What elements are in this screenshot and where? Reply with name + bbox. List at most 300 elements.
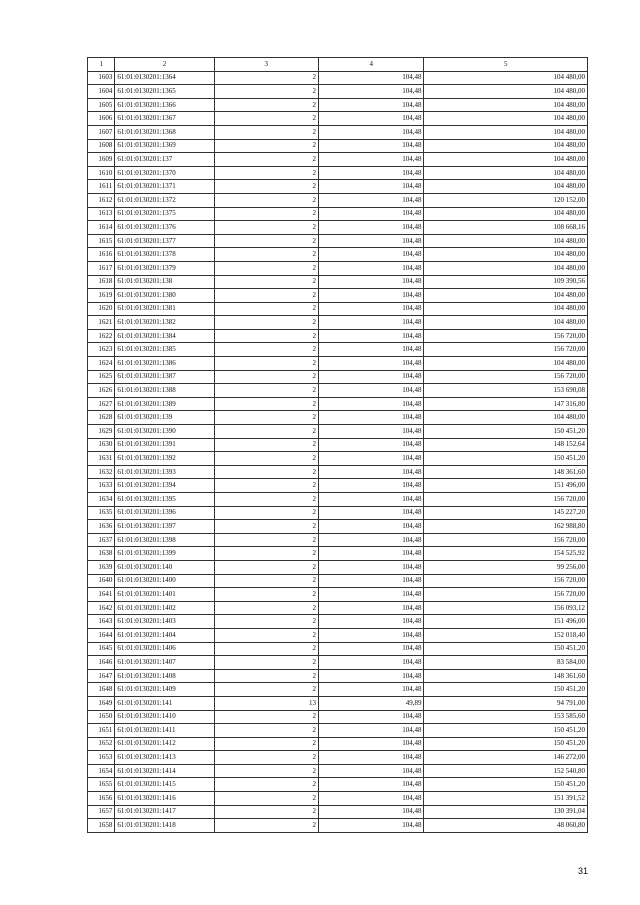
- cell-value-col3: 2: [214, 261, 318, 275]
- cell-value-col5: 156 720,00: [424, 370, 588, 384]
- cell-value-col3: 2: [214, 628, 318, 642]
- table-row: [88, 261, 588, 275]
- table-row: [88, 357, 588, 371]
- cell-value-col3: 2: [214, 411, 318, 425]
- cell-cadastral-number: 61:01:0130201:1368: [115, 125, 214, 139]
- table-row: [88, 425, 588, 439]
- cell-value-col3: 2: [214, 343, 318, 357]
- cell-value-col3: 2: [214, 751, 318, 765]
- cell-row-number: 1611: [88, 180, 115, 194]
- cell-cadastral-number: 61:01:0130201:1369: [115, 139, 214, 153]
- cell-cadastral-number: 61:01:0130201:1380: [115, 289, 214, 303]
- cell-value-col5: 156 720,00: [424, 533, 588, 547]
- table-row: [88, 289, 588, 303]
- cell-value-col4: 104,48: [318, 125, 423, 139]
- cell-cadastral-number: 61:01:0130201:1409: [115, 683, 214, 697]
- cell-row-number: 1658: [88, 819, 115, 833]
- cell-value-col5: 150 451,20: [424, 452, 588, 466]
- cell-value-col5: 120 152,00: [424, 193, 588, 207]
- table-row: [88, 125, 588, 139]
- cell-cadastral-number: 61:01:0130201:1379: [115, 261, 214, 275]
- cell-cadastral-number: 61:01:0130201:139: [115, 411, 214, 425]
- cell-value-col3: 2: [214, 805, 318, 819]
- cell-value-col3: 2: [214, 615, 318, 629]
- cell-cadastral-number: 61:01:0130201:1398: [115, 533, 214, 547]
- cell-value-col4: 104,48: [318, 180, 423, 194]
- cell-row-number: 1615: [88, 234, 115, 248]
- cell-value-col5: 151 496,00: [424, 615, 588, 629]
- cell-value-col4: 104,48: [318, 71, 423, 85]
- cell-cadastral-number: 61:01:0130201:1384: [115, 329, 214, 343]
- cell-cadastral-number: 61:01:0130201:1394: [115, 479, 214, 493]
- cell-value-col3: 2: [214, 438, 318, 452]
- cell-row-number: 1642: [88, 601, 115, 615]
- cell-cadastral-number: 61:01:0130201:1372: [115, 193, 214, 207]
- cell-value-col3: 2: [214, 425, 318, 439]
- cell-value-col4: 104,48: [318, 221, 423, 235]
- cell-value-col4: 104,48: [318, 642, 423, 656]
- table-row: [88, 343, 588, 357]
- cell-value-col4: 104,48: [318, 98, 423, 112]
- cell-value-col4: 104,48: [318, 520, 423, 534]
- cell-cadastral-number: 61:01:0130201:1395: [115, 493, 214, 507]
- cell-value-col5: 104 480,00: [424, 357, 588, 371]
- cell-cadastral-number: 61:01:0130201:1411: [115, 724, 214, 738]
- table-row: [88, 737, 588, 751]
- cell-row-number: 1637: [88, 533, 115, 547]
- cell-value-col3: 2: [214, 669, 318, 683]
- cell-row-number: 1635: [88, 506, 115, 520]
- cell-cadastral-number: 61:01:0130201:141: [115, 696, 214, 710]
- cell-row-number: 1655: [88, 778, 115, 792]
- cell-row-number: 1632: [88, 465, 115, 479]
- cell-value-col3: 2: [214, 221, 318, 235]
- cell-row-number: 1651: [88, 724, 115, 738]
- table-row: [88, 112, 588, 126]
- page-number: 31: [577, 866, 588, 876]
- cell-value-col3: 2: [214, 139, 318, 153]
- cell-value-col3: 2: [214, 533, 318, 547]
- cell-row-number: 1657: [88, 805, 115, 819]
- cell-value-col4: 104,48: [318, 683, 423, 697]
- cell-value-col5: 150 451,20: [424, 642, 588, 656]
- cell-value-col4: 104,48: [318, 261, 423, 275]
- cell-cadastral-number: 61:01:0130201:1387: [115, 370, 214, 384]
- cell-row-number: 1604: [88, 85, 115, 99]
- cell-value-col5: 152 540,80: [424, 764, 588, 778]
- table-row: [88, 180, 588, 194]
- cell-value-col3: 2: [214, 710, 318, 724]
- cell-row-number: 1610: [88, 166, 115, 180]
- cell-cadastral-number: 61:01:0130201:140: [115, 560, 214, 574]
- cell-cadastral-number: 61:01:0130201:1377: [115, 234, 214, 248]
- table-row: [88, 642, 588, 656]
- cell-value-col4: 104,48: [318, 139, 423, 153]
- cell-value-col3: 2: [214, 166, 318, 180]
- cell-value-col3: 2: [214, 397, 318, 411]
- cell-value-col5: 153 690,08: [424, 384, 588, 398]
- cell-value-col4: 104,48: [318, 506, 423, 520]
- cell-cadastral-number: 61:01:0130201:1382: [115, 316, 214, 330]
- cell-value-col5: 130 391,04: [424, 805, 588, 819]
- cell-value-col5: 83 584,00: [424, 656, 588, 670]
- cell-row-number: 1618: [88, 275, 115, 289]
- cell-cadastral-number: 61:01:0130201:1381: [115, 302, 214, 316]
- cell-row-number: 1607: [88, 125, 115, 139]
- table-row: [88, 479, 588, 493]
- cell-value-col3: 2: [214, 289, 318, 303]
- table-row: [88, 805, 588, 819]
- cell-value-col4: 104,48: [318, 370, 423, 384]
- table-row: [88, 601, 588, 615]
- cell-value-col5: 151 496,00: [424, 479, 588, 493]
- cell-row-number: 1619: [88, 289, 115, 303]
- cell-value-col4: 104,48: [318, 465, 423, 479]
- cell-value-col5: 150 451,20: [424, 683, 588, 697]
- cell-value-col5: 156 720,00: [424, 574, 588, 588]
- cell-value-col3: 2: [214, 778, 318, 792]
- cell-value-col3: 2: [214, 819, 318, 833]
- cell-value-col5: 154 525,92: [424, 547, 588, 561]
- cell-cadastral-number: 61:01:0130201:1391: [115, 438, 214, 452]
- cell-value-col3: 2: [214, 125, 318, 139]
- cell-row-number: 1653: [88, 751, 115, 765]
- cell-value-col4: 104,48: [318, 479, 423, 493]
- table-row: [88, 139, 588, 153]
- header-cell-4: 4: [318, 58, 423, 72]
- cell-value-col5: 104 480,00: [424, 98, 588, 112]
- cell-value-col4: 104,48: [318, 560, 423, 574]
- cell-cadastral-number: 61:01:0130201:1389: [115, 397, 214, 411]
- cell-cadastral-number: 61:01:0130201:1414: [115, 764, 214, 778]
- cell-value-col4: 104,48: [318, 628, 423, 642]
- cell-row-number: 1617: [88, 261, 115, 275]
- table-row: [88, 560, 588, 574]
- cell-value-col3: 2: [214, 316, 318, 330]
- cell-row-number: 1603: [88, 71, 115, 85]
- table-row: [88, 710, 588, 724]
- cell-value-col4: 104,48: [318, 248, 423, 262]
- table-row: [88, 221, 588, 235]
- cell-value-col3: 2: [214, 193, 318, 207]
- cell-value-col5: 151 391,52: [424, 792, 588, 806]
- cell-value-col5: 147 316,80: [424, 397, 588, 411]
- cell-value-col3: 2: [214, 71, 318, 85]
- cell-value-col5: 104 480,00: [424, 411, 588, 425]
- cell-value-col4: 104,48: [318, 737, 423, 751]
- cell-value-col5: 48 060,80: [424, 819, 588, 833]
- cell-value-col4: 104,48: [318, 778, 423, 792]
- cell-row-number: 1626: [88, 384, 115, 398]
- cell-value-col5: 104 480,00: [424, 234, 588, 248]
- cell-value-col5: 150 451,20: [424, 425, 588, 439]
- cell-value-col5: 94 791,00: [424, 696, 588, 710]
- cell-value-col3: 2: [214, 370, 318, 384]
- cell-value-col5: 148 152,64: [424, 438, 588, 452]
- cell-row-number: 1614: [88, 221, 115, 235]
- cell-value-col5: 104 480,00: [424, 85, 588, 99]
- table-row: [88, 683, 588, 697]
- cell-cadastral-number: 61:01:0130201:1392: [115, 452, 214, 466]
- cell-value-col4: 104,48: [318, 805, 423, 819]
- cell-value-col3: 2: [214, 98, 318, 112]
- cell-value-col4: 104,48: [318, 533, 423, 547]
- cell-value-col3: 2: [214, 465, 318, 479]
- cell-value-col5: 104 480,00: [424, 316, 588, 330]
- cell-value-col5: 104 480,00: [424, 125, 588, 139]
- cell-row-number: 1622: [88, 329, 115, 343]
- table-row: [88, 615, 588, 629]
- cell-value-col4: 104,48: [318, 85, 423, 99]
- cell-value-col3: 2: [214, 656, 318, 670]
- cell-row-number: 1643: [88, 615, 115, 629]
- table-row: [88, 547, 588, 561]
- cell-value-col3: 2: [214, 792, 318, 806]
- cell-cadastral-number: 61:01:0130201:1410: [115, 710, 214, 724]
- table-row: [88, 302, 588, 316]
- table-row: [88, 207, 588, 221]
- cell-value-col3: 2: [214, 180, 318, 194]
- cell-cadastral-number: 61:01:0130201:1412: [115, 737, 214, 751]
- cell-value-col3: 2: [214, 85, 318, 99]
- cell-cadastral-number: 61:01:0130201:138: [115, 275, 214, 289]
- cell-value-col3: 2: [214, 574, 318, 588]
- cell-value-col5: 104 480,00: [424, 71, 588, 85]
- cell-value-col3: 2: [214, 737, 318, 751]
- cell-value-col5: 156 720,00: [424, 588, 588, 602]
- cell-row-number: 1633: [88, 479, 115, 493]
- header-cell-3: 3: [214, 58, 318, 72]
- table-row: [88, 724, 588, 738]
- cell-cadastral-number: 61:01:0130201:1406: [115, 642, 214, 656]
- cell-row-number: 1623: [88, 343, 115, 357]
- table-row: [88, 329, 588, 343]
- cell-row-number: 1630: [88, 438, 115, 452]
- table-row: [88, 792, 588, 806]
- cell-cadastral-number: 61:01:0130201:1376: [115, 221, 214, 235]
- cell-cadastral-number: 61:01:0130201:1365: [115, 85, 214, 99]
- cell-cadastral-number: 61:01:0130201:1413: [115, 751, 214, 765]
- table-row: [88, 397, 588, 411]
- cell-cadastral-number: 61:01:0130201:1401: [115, 588, 214, 602]
- cell-value-col4: 104,48: [318, 357, 423, 371]
- table-row: [88, 656, 588, 670]
- table-row: [88, 764, 588, 778]
- cell-value-col4: 104,48: [318, 397, 423, 411]
- cell-value-col5: 153 585,60: [424, 710, 588, 724]
- table-header: [88, 58, 588, 72]
- cell-value-col3: 13: [214, 696, 318, 710]
- table-row: [88, 452, 588, 466]
- table-row: [88, 166, 588, 180]
- cell-value-col3: 2: [214, 547, 318, 561]
- cell-value-col4: 104,48: [318, 384, 423, 398]
- cell-row-number: 1606: [88, 112, 115, 126]
- cell-value-col5: 148 361,60: [424, 465, 588, 479]
- cell-value-col4: 104,48: [318, 588, 423, 602]
- cell-value-col5: 104 480,00: [424, 289, 588, 303]
- cell-value-col5: 162 988,80: [424, 520, 588, 534]
- cell-value-col4: 104,48: [318, 493, 423, 507]
- cell-row-number: 1644: [88, 628, 115, 642]
- cell-cadastral-number: 61:01:0130201:1386: [115, 357, 214, 371]
- cell-value-col4: 104,48: [318, 166, 423, 180]
- cell-row-number: 1641: [88, 588, 115, 602]
- cell-value-col5: 104 480,00: [424, 302, 588, 316]
- cell-row-number: 1652: [88, 737, 115, 751]
- cell-value-col4: 104,48: [318, 751, 423, 765]
- cell-cadastral-number: 61:01:0130201:1399: [115, 547, 214, 561]
- cell-value-col5: 99 256,00: [424, 560, 588, 574]
- cell-value-col3: 2: [214, 520, 318, 534]
- cell-value-col5: 104 480,00: [424, 153, 588, 167]
- table-row: [88, 153, 588, 167]
- cell-value-col3: 2: [214, 384, 318, 398]
- cell-value-col3: 2: [214, 683, 318, 697]
- cell-value-col4: 104,48: [318, 724, 423, 738]
- cell-cadastral-number: 61:01:0130201:1390: [115, 425, 214, 439]
- table-row: [88, 778, 588, 792]
- cell-value-col4: 104,48: [318, 153, 423, 167]
- cell-value-col4: 104,48: [318, 452, 423, 466]
- table-row: [88, 193, 588, 207]
- cell-value-col3: 2: [214, 479, 318, 493]
- table-row: [88, 384, 588, 398]
- table-row: [88, 669, 588, 683]
- cell-cadastral-number: 61:01:0130201:1418: [115, 819, 214, 833]
- cell-value-col3: 2: [214, 642, 318, 656]
- table-row: [88, 751, 588, 765]
- cell-value-col4: 104,48: [318, 438, 423, 452]
- cell-value-col3: 2: [214, 302, 318, 316]
- cell-cadastral-number: 61:01:0130201:1385: [115, 343, 214, 357]
- cell-value-col3: 2: [214, 764, 318, 778]
- cell-value-col4: 104,48: [318, 425, 423, 439]
- cell-row-number: 1629: [88, 425, 115, 439]
- cell-value-col3: 2: [214, 601, 318, 615]
- cell-value-col4: 104,48: [318, 819, 423, 833]
- cell-cadastral-number: 61:01:0130201:1378: [115, 248, 214, 262]
- cell-value-col4: 104,48: [318, 710, 423, 724]
- cell-cadastral-number: 61:01:0130201:1366: [115, 98, 214, 112]
- header-cell-5: 5: [424, 58, 588, 72]
- cell-value-col3: 2: [214, 234, 318, 248]
- cell-cadastral-number: 61:01:0130201:1371: [115, 180, 214, 194]
- cell-row-number: 1650: [88, 710, 115, 724]
- cell-value-col4: 104,48: [318, 275, 423, 289]
- table-row: [88, 574, 588, 588]
- table-row: [88, 275, 588, 289]
- cell-value-col4: 104,48: [318, 764, 423, 778]
- cell-value-col4: 104,48: [318, 547, 423, 561]
- cell-cadastral-number: 61:01:0130201:1370: [115, 166, 214, 180]
- cell-value-col5: 104 480,00: [424, 139, 588, 153]
- cell-value-col3: 2: [214, 724, 318, 738]
- cell-row-number: 1631: [88, 452, 115, 466]
- cell-cadastral-number: 61:01:0130201:1367: [115, 112, 214, 126]
- cell-value-col3: 2: [214, 207, 318, 221]
- cell-value-col5: 150 451,20: [424, 724, 588, 738]
- table-row: [88, 819, 588, 833]
- cell-row-number: 1648: [88, 683, 115, 697]
- cell-row-number: 1649: [88, 696, 115, 710]
- cell-value-col4: 104,48: [318, 207, 423, 221]
- table-row: [88, 533, 588, 547]
- cell-value-col5: 109 390,56: [424, 275, 588, 289]
- cell-row-number: 1620: [88, 302, 115, 316]
- cell-value-col3: 2: [214, 153, 318, 167]
- cell-value-col4: 49,89: [318, 696, 423, 710]
- cell-row-number: 1627: [88, 397, 115, 411]
- cell-value-col5: 150 451,20: [424, 737, 588, 751]
- cell-value-col5: 148 361,60: [424, 669, 588, 683]
- cell-cadastral-number: 61:01:0130201:1407: [115, 656, 214, 670]
- cell-cadastral-number: 61:01:0130201:1364: [115, 71, 214, 85]
- table-row: [88, 438, 588, 452]
- cell-value-col3: 2: [214, 493, 318, 507]
- cell-row-number: 1628: [88, 411, 115, 425]
- cell-value-col5: 104 480,00: [424, 166, 588, 180]
- table-row: [88, 411, 588, 425]
- cell-value-col3: 2: [214, 588, 318, 602]
- table-row: [88, 696, 588, 710]
- cell-value-col5: 146 272,00: [424, 751, 588, 765]
- cell-value-col5: 152 018,40: [424, 628, 588, 642]
- cell-cadastral-number: 61:01:0130201:1393: [115, 465, 214, 479]
- cell-value-col4: 104,48: [318, 574, 423, 588]
- cell-row-number: 1645: [88, 642, 115, 656]
- table-row: [88, 370, 588, 384]
- cell-value-col4: 104,48: [318, 411, 423, 425]
- table-row: [88, 493, 588, 507]
- cell-cadastral-number: 61:01:0130201:1402: [115, 601, 214, 615]
- cell-value-col4: 104,48: [318, 601, 423, 615]
- cell-row-number: 1625: [88, 370, 115, 384]
- cell-value-col3: 2: [214, 248, 318, 262]
- table-row: [88, 316, 588, 330]
- cell-row-number: 1624: [88, 357, 115, 371]
- cell-value-col4: 104,48: [318, 234, 423, 248]
- header-cell-1: 1: [88, 58, 115, 72]
- cell-value-col5: 104 480,00: [424, 261, 588, 275]
- header-row: [88, 58, 588, 72]
- cell-value-col5: 104 480,00: [424, 207, 588, 221]
- table-row: [88, 588, 588, 602]
- cell-value-col3: 2: [214, 275, 318, 289]
- cell-cadastral-number: 61:01:0130201:1408: [115, 669, 214, 683]
- cell-value-col5: 104 480,00: [424, 248, 588, 262]
- table-row: [88, 465, 588, 479]
- cell-cadastral-number: 61:01:0130201:1400: [115, 574, 214, 588]
- cell-row-number: 1634: [88, 493, 115, 507]
- cell-row-number: 1646: [88, 656, 115, 670]
- cell-cadastral-number: 61:01:0130201:1415: [115, 778, 214, 792]
- header-cell-2: 2: [115, 58, 214, 72]
- cell-value-col4: 104,48: [318, 112, 423, 126]
- cell-row-number: 1636: [88, 520, 115, 534]
- cell-value-col4: 104,48: [318, 656, 423, 670]
- cell-value-col4: 104,48: [318, 343, 423, 357]
- cell-row-number: 1656: [88, 792, 115, 806]
- cell-row-number: 1612: [88, 193, 115, 207]
- cell-cadastral-number: 61:01:0130201:1388: [115, 384, 214, 398]
- cell-cadastral-number: 61:01:0130201:1417: [115, 805, 214, 819]
- cell-row-number: 1640: [88, 574, 115, 588]
- cell-row-number: 1621: [88, 316, 115, 330]
- cell-row-number: 1605: [88, 98, 115, 112]
- cell-value-col4: 104,48: [318, 615, 423, 629]
- cell-value-col5: 145 227,20: [424, 506, 588, 520]
